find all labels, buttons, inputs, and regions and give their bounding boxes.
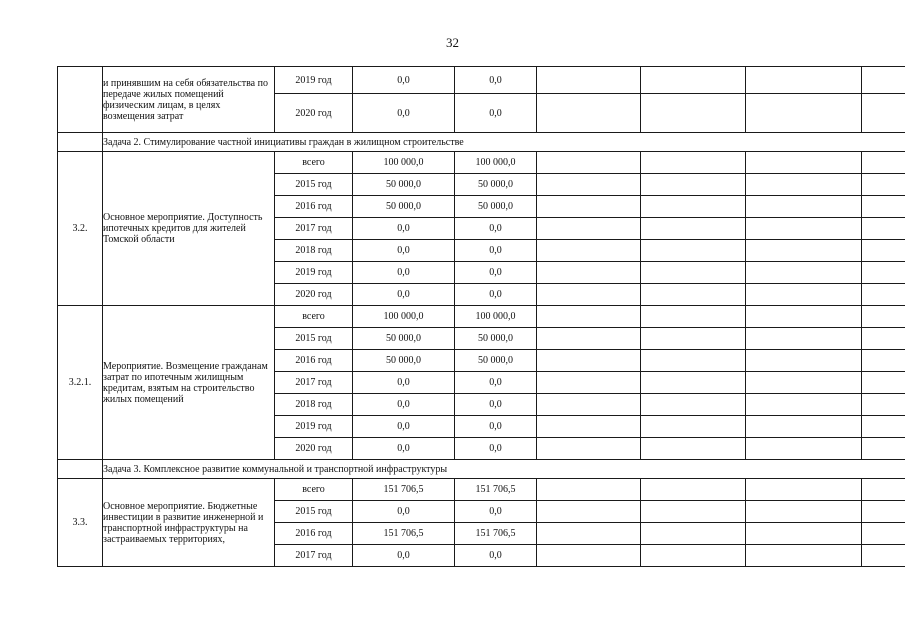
empty-cell [746,196,862,218]
total-value: 0,0 [353,218,455,240]
budget-value: 0,0 [455,218,537,240]
empty-cell [641,174,746,196]
total-value: 0,0 [353,501,455,523]
year-cell: 2017 год [275,218,353,240]
item-number [58,67,103,133]
item-number: 3.2.1. [58,306,103,460]
empty-cell [537,501,641,523]
budget-value: 50 000,0 [455,174,537,196]
item-description: Мероприятие. Возмещение гражданам затрат по ипотечным жилищным кредитам, взятым на строительство жилых помещений [103,306,275,460]
budget-value: 100 000,0 [455,152,537,174]
year-cell: 2020 год [275,94,353,133]
empty-cell [537,174,641,196]
empty-cell [862,94,905,133]
budget-value: 0,0 [455,372,537,394]
budget-value: 0,0 [455,262,537,284]
empty-cell [746,262,862,284]
task-title: Задача 2. Стимулирование частной инициативы граждан в жилищном строительстве [103,133,905,152]
budget-value: 151 706,5 [455,479,537,501]
year-cell: 2018 год [275,240,353,262]
empty-cell [862,523,905,545]
item-description: Основное мероприятие. Доступность ипотечных кредитов для жителей Томской области [103,152,275,306]
year-cell: 2017 год [275,545,353,567]
empty-cell [537,523,641,545]
empty-cell [746,67,862,94]
empty-cell [862,372,905,394]
year-cell: 2020 год [275,438,353,460]
empty-cell [862,350,905,372]
empty-cell [537,152,641,174]
empty-cell [537,479,641,501]
year-cell: всего [275,152,353,174]
total-value: 0,0 [353,416,455,438]
total-value: 0,0 [353,394,455,416]
budget-value: 0,0 [455,501,537,523]
page-number: 32 [446,35,459,50]
total-value: 0,0 [353,262,455,284]
total-value: 0,0 [353,284,455,306]
empty-cell [862,416,905,438]
empty-cell [746,218,862,240]
task-cell [58,133,103,152]
item-number: 3.2. [58,152,103,306]
budget-value: 151 706,5 [455,523,537,545]
empty-cell [537,545,641,567]
year-cell: 2019 год [275,416,353,438]
empty-cell [746,152,862,174]
year-cell: 2016 год [275,523,353,545]
table-row [58,152,905,174]
total-value: 151 706,5 [353,479,455,501]
empty-cell [746,501,862,523]
empty-cell [641,328,746,350]
year-cell: 2015 год [275,501,353,523]
task-row [58,460,905,479]
year-cell: всего [275,306,353,328]
empty-cell [862,501,905,523]
task-cell [58,460,103,479]
empty-cell [641,67,746,94]
empty-cell [537,438,641,460]
empty-cell [746,240,862,262]
empty-cell [746,94,862,133]
budget-value: 0,0 [455,394,537,416]
task-row [58,133,905,152]
year-cell: 2020 год [275,284,353,306]
empty-cell [862,545,905,567]
empty-cell [537,306,641,328]
empty-cell [862,438,905,460]
empty-cell [746,284,862,306]
total-value: 50 000,0 [353,196,455,218]
year-cell: 2019 год [275,67,353,94]
empty-cell [641,545,746,567]
empty-cell [537,218,641,240]
empty-cell [862,394,905,416]
task-title: Задача 3. Комплексное развитие коммунальной и транспортной инфраструктуры [103,460,905,479]
empty-cell [746,328,862,350]
empty-cell [537,67,641,94]
empty-cell [862,174,905,196]
budget-value: 0,0 [455,284,537,306]
empty-cell [537,328,641,350]
table-body [58,67,905,567]
year-cell: 2018 год [275,394,353,416]
empty-cell [746,350,862,372]
empty-cell [641,438,746,460]
empty-cell [746,174,862,196]
empty-cell [862,67,905,94]
total-value: 50 000,0 [353,174,455,196]
table-row [58,67,905,94]
empty-cell [862,196,905,218]
total-value: 151 706,5 [353,523,455,545]
total-value: 0,0 [353,438,455,460]
empty-cell [641,240,746,262]
empty-cell [641,394,746,416]
empty-cell [537,350,641,372]
empty-cell [746,306,862,328]
empty-cell [862,328,905,350]
table-row [58,306,905,328]
empty-cell [641,152,746,174]
total-value: 50 000,0 [353,328,455,350]
empty-cell [746,523,862,545]
year-cell: 2016 год [275,196,353,218]
total-value: 100 000,0 [353,152,455,174]
total-value: 100 000,0 [353,306,455,328]
empty-cell [862,306,905,328]
empty-cell [641,196,746,218]
empty-cell [641,501,746,523]
year-cell: всего [275,479,353,501]
total-value: 50 000,0 [353,350,455,372]
empty-cell [537,284,641,306]
empty-cell [537,240,641,262]
empty-cell [537,372,641,394]
empty-cell [641,479,746,501]
budget-value: 0,0 [455,545,537,567]
empty-cell [746,479,862,501]
year-cell: 2015 год [275,328,353,350]
empty-cell [746,545,862,567]
empty-cell [537,394,641,416]
empty-cell [746,372,862,394]
total-value: 0,0 [353,67,455,94]
total-value: 0,0 [353,94,455,133]
empty-cell [641,94,746,133]
empty-cell [641,218,746,240]
empty-cell [862,218,905,240]
empty-cell [862,152,905,174]
empty-cell [537,416,641,438]
empty-cell [862,240,905,262]
empty-cell [641,523,746,545]
total-value: 0,0 [353,240,455,262]
empty-cell [746,394,862,416]
budget-value: 50 000,0 [455,196,537,218]
empty-cell [537,94,641,133]
year-cell: 2017 год [275,372,353,394]
total-value: 0,0 [353,545,455,567]
empty-cell [641,416,746,438]
empty-cell [746,416,862,438]
empty-cell [537,196,641,218]
total-value: 0,0 [353,372,455,394]
budget-table [57,66,905,567]
empty-cell [641,372,746,394]
empty-cell [862,262,905,284]
budget-value: 0,0 [455,67,537,94]
budget-value: 0,0 [455,438,537,460]
empty-cell [641,262,746,284]
table-row [58,479,905,501]
budget-value: 50 000,0 [455,328,537,350]
year-cell: 2015 год [275,174,353,196]
budget-value: 0,0 [455,416,537,438]
empty-cell [862,479,905,501]
budget-value: 0,0 [455,240,537,262]
budget-value: 0,0 [455,94,537,133]
empty-cell [641,350,746,372]
empty-cell [862,284,905,306]
year-cell: 2016 год [275,350,353,372]
empty-cell [746,438,862,460]
year-cell: 2019 год [275,262,353,284]
empty-cell [641,306,746,328]
empty-cell [537,262,641,284]
budget-value: 100 000,0 [455,306,537,328]
budget-value: 50 000,0 [455,350,537,372]
item-number: 3.3. [58,479,103,567]
item-description: Основное мероприятие. Бюджетные инвестиции в развитие инженерной и транспортной инфраструктуры на застраиваемых территориях, [103,479,275,567]
item-description: и принявшим на себя обязательства по передаче жилых помещений физическим лицам, в целях возмещения затрат [103,67,275,133]
empty-cell [641,284,746,306]
